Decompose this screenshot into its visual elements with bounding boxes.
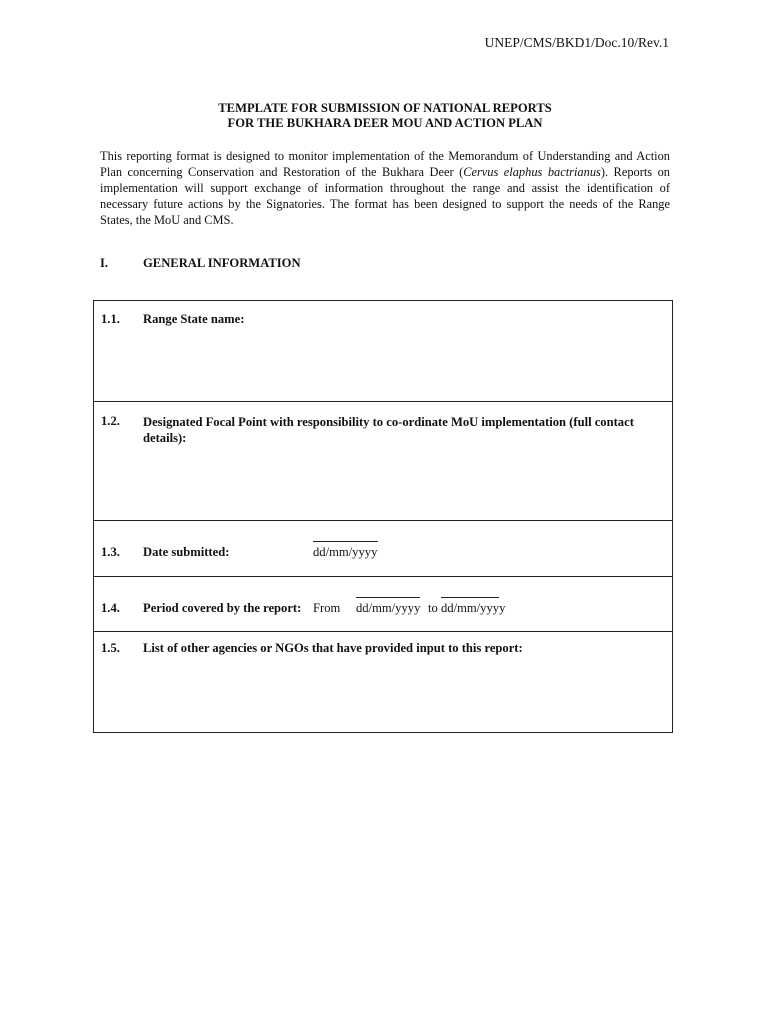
- period-to-text: to: [428, 601, 438, 615]
- intro-text-2: ). Reports on implementation will support exchange of information throughout the range and assist the identification of necessary future actions by the Signatories. The format has been designed to support the needs of the Range States, the MoU and CMS.: [100, 165, 670, 227]
- row-number: 1.5.: [101, 641, 120, 655]
- title-line-2: FOR THE BUKHARA DEER MOU AND ACTION PLAN: [227, 116, 543, 130]
- title-line-1: TEMPLATE FOR SUBMISSION OF NATIONAL REPORTS: [218, 101, 552, 115]
- intro-text-1: This reporting format is designed to monitor implementation of the Memorandum of Understanding and Action Plan concerning Conservation and Restoration of the Bukhara Deer (: [100, 149, 670, 179]
- focal-point-row[interactable]: [94, 402, 672, 521]
- row-number: 1.4.: [101, 601, 120, 615]
- range-state-row[interactable]: [94, 301, 672, 402]
- period-from-field[interactable]: dd/mm/yyyy: [356, 601, 421, 615]
- other-agencies-row[interactable]: [94, 632, 672, 732]
- date-submitted-row: [94, 521, 672, 577]
- focal-point-label: Designated Focal Point with responsibility to co-ordinate MoU implementation (full contact details):: [143, 415, 634, 445]
- row-number: 1.1.: [101, 312, 120, 326]
- species-name: Cervus elaphus bactrianus: [463, 165, 601, 179]
- document-reference: UNEP/CMS/BKD1/Doc.10/Rev.1: [484, 35, 669, 50]
- section-number: I.: [100, 256, 109, 270]
- date-submitted-field[interactable]: dd/mm/yyyy: [313, 545, 378, 559]
- period-to-line: [441, 597, 499, 598]
- intro-paragraph: [100, 148, 670, 228]
- period-from-line: [356, 597, 420, 598]
- period-covered-label: Period covered by the report:: [143, 601, 302, 615]
- section-heading: [100, 256, 301, 271]
- period-to-field[interactable]: dd/mm/yyyy: [441, 601, 506, 615]
- range-state-label: Range State name:: [143, 312, 245, 326]
- other-agencies-label: List of other agencies or NGOs that have provided input to this report:: [143, 641, 523, 655]
- period-covered-row: [94, 577, 672, 632]
- row-number: 1.2.: [101, 414, 120, 428]
- section-title: GENERAL INFORMATION: [143, 256, 301, 270]
- general-information-table: [93, 300, 673, 733]
- date-submitted-label: Date submitted:: [143, 545, 230, 559]
- document-title: [0, 101, 770, 131]
- date-submitted-line: [313, 541, 378, 542]
- period-from-text: From: [313, 601, 341, 615]
- row-number: 1.3.: [101, 545, 120, 559]
